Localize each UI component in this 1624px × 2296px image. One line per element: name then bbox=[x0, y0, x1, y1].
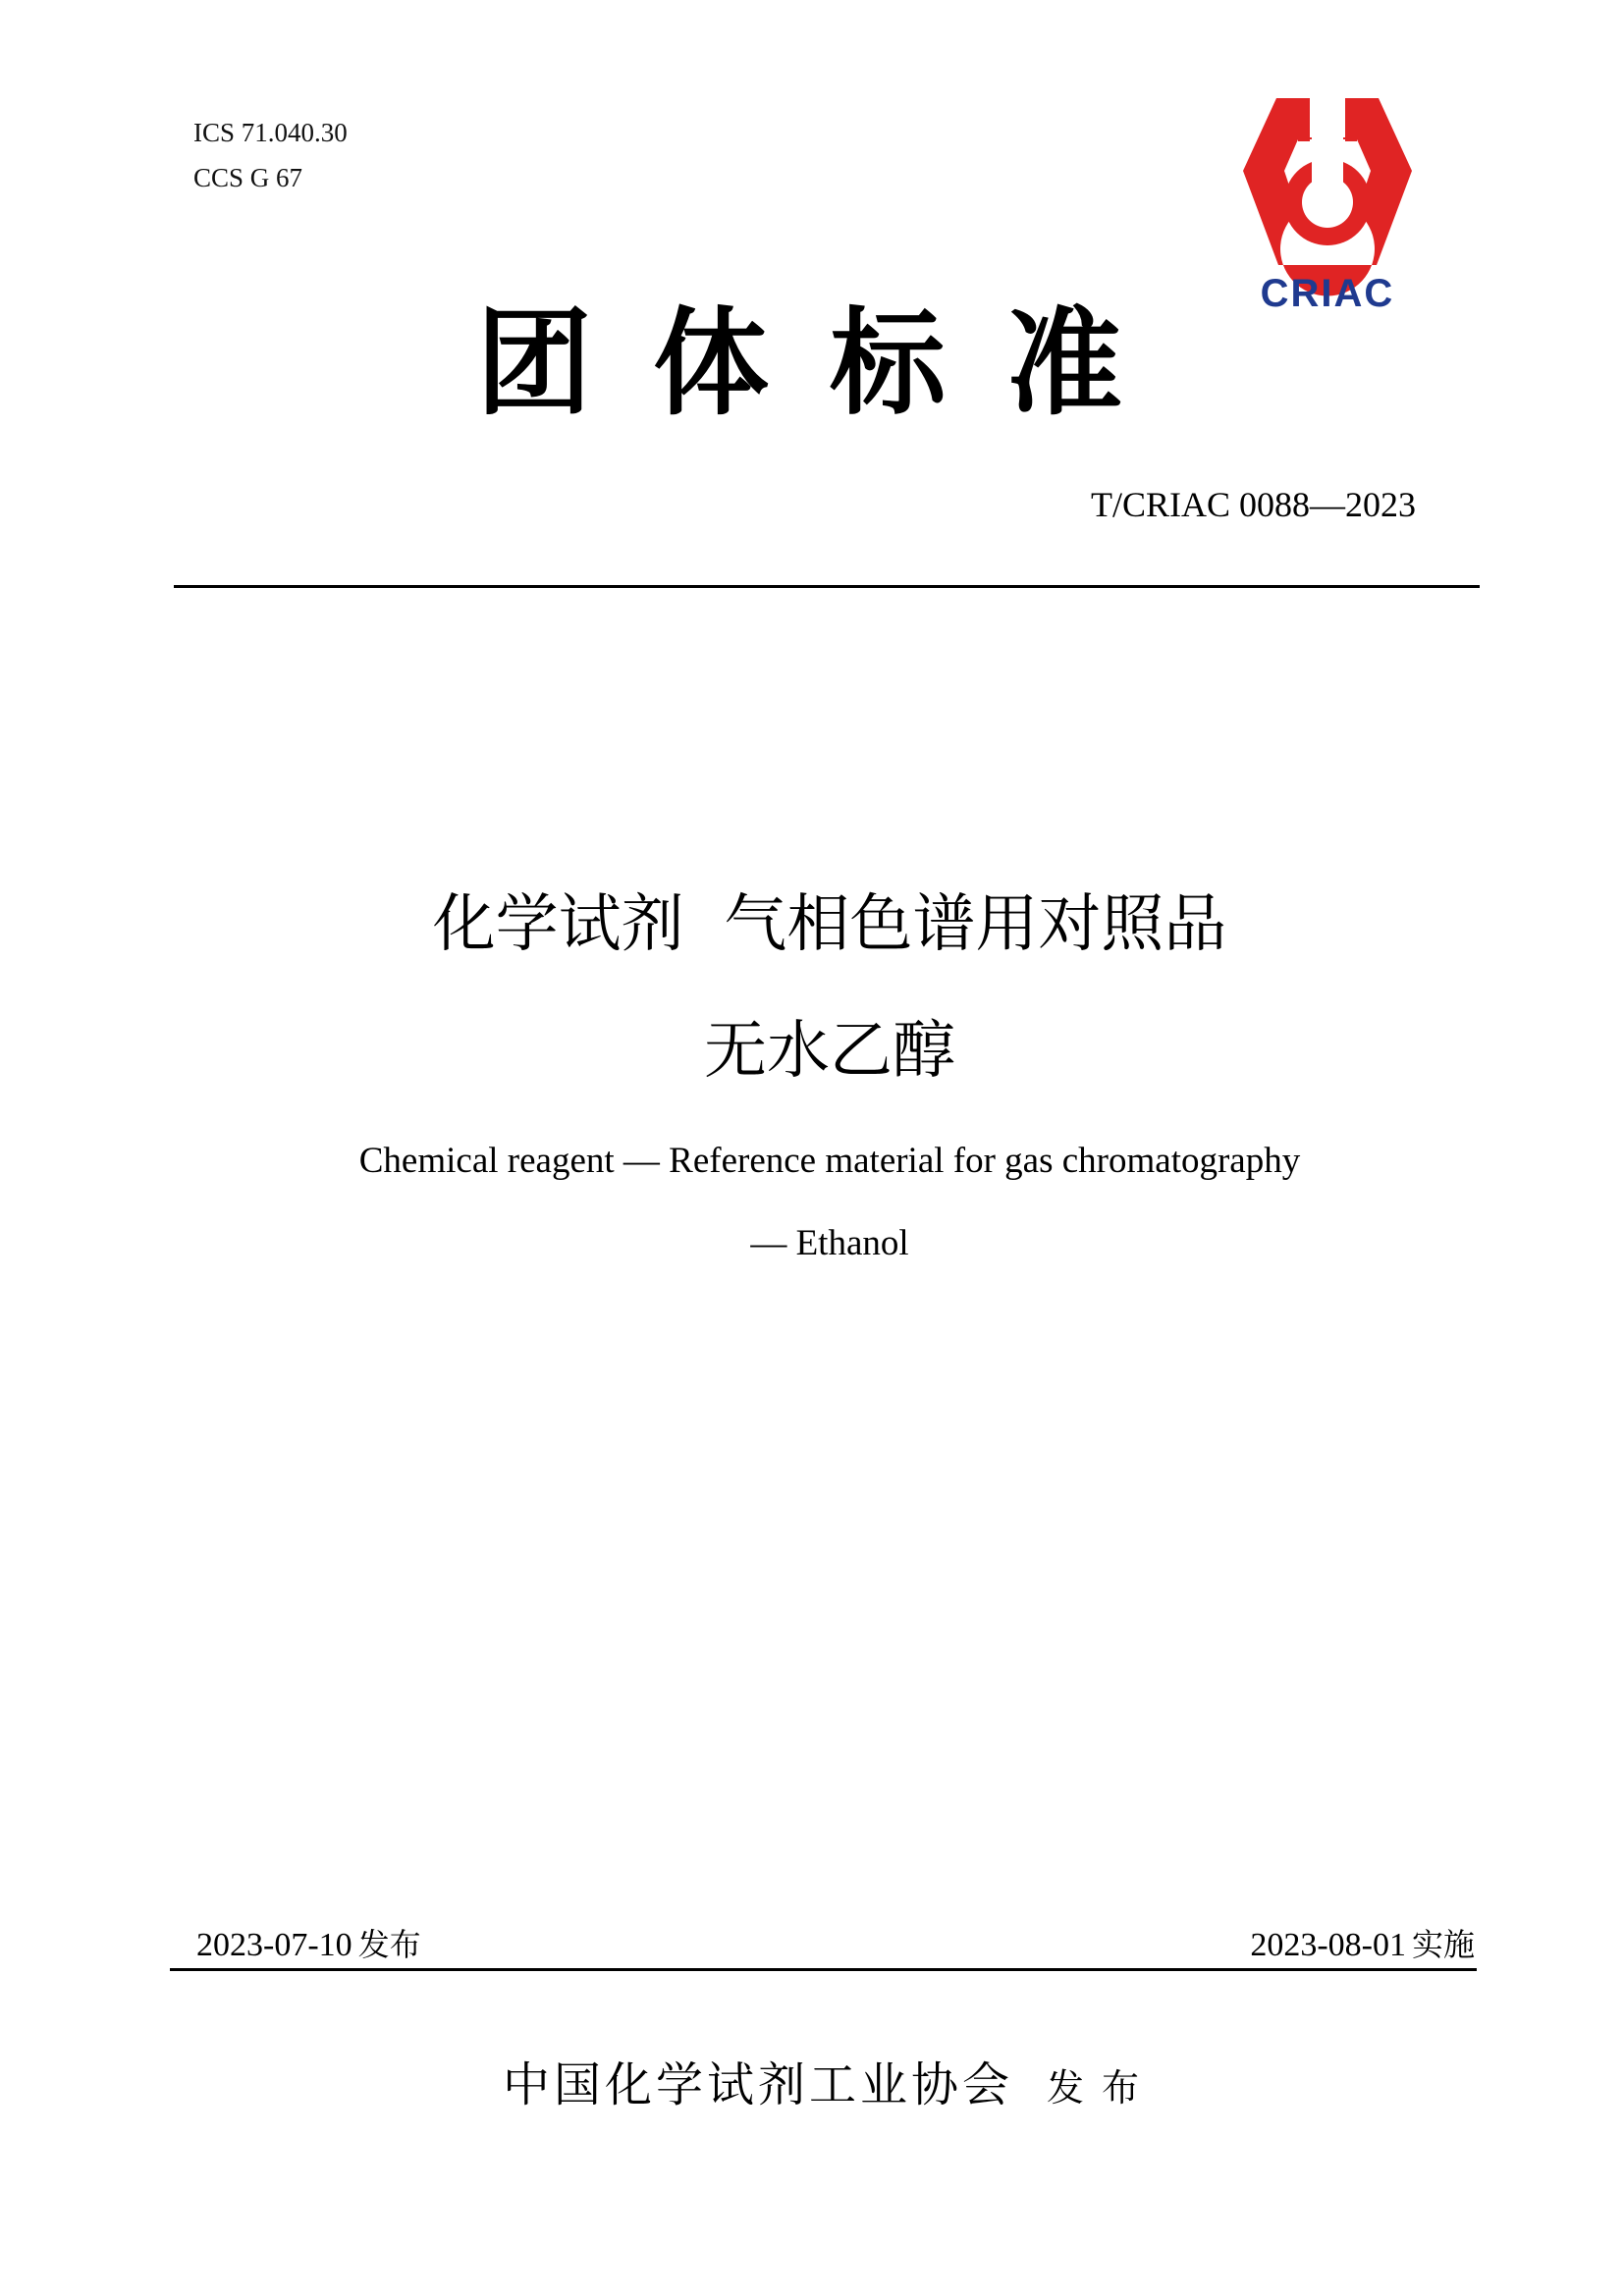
ics-code: ICS 71.040.30 bbox=[193, 118, 348, 147]
issue-date-value: 2023-07-10 bbox=[196, 1927, 352, 1963]
ccs-code: CCS G 67 bbox=[193, 163, 303, 192]
title-chinese-line-1: 化学试剂 气相色谱用对照品 bbox=[432, 888, 1227, 961]
criac-logo-slot bbox=[1312, 135, 1343, 187]
issue-date bbox=[196, 1924, 421, 1966]
issue-date-label: 发布 bbox=[357, 1926, 421, 1963]
publisher-line bbox=[0, 2056, 1624, 2117]
criac-logo bbox=[1239, 96, 1416, 314]
title-chinese-line-2: 无水乙醇 bbox=[704, 1015, 955, 1088]
classification-codes bbox=[193, 110, 348, 200]
criac-logo-prong-right bbox=[1345, 98, 1357, 141]
criac-logo-prong-left bbox=[1298, 98, 1310, 141]
standard-number: T/CRIAC 0088—2023 bbox=[1090, 485, 1416, 524]
publisher-verb: 发布 bbox=[1047, 2066, 1158, 2109]
effective-date-value: 2023-08-01 bbox=[1250, 1927, 1406, 1963]
document-type-heading: 团体标准 bbox=[475, 295, 1183, 431]
bottom-divider bbox=[170, 1968, 1477, 1971]
top-divider bbox=[174, 585, 1480, 588]
title-english-line-2: — Ethanol bbox=[750, 1223, 909, 1263]
effective-date-label: 实施 bbox=[1411, 1926, 1475, 1963]
publisher-organization: 中国化学试剂工业协会 bbox=[502, 2057, 1013, 2112]
title-english-line-1: Chemical reagent — Reference material for gas chromatography bbox=[358, 1141, 1301, 1181]
effective-date bbox=[1250, 1924, 1475, 1966]
criac-logo-text: CRIAC bbox=[1260, 272, 1395, 314]
